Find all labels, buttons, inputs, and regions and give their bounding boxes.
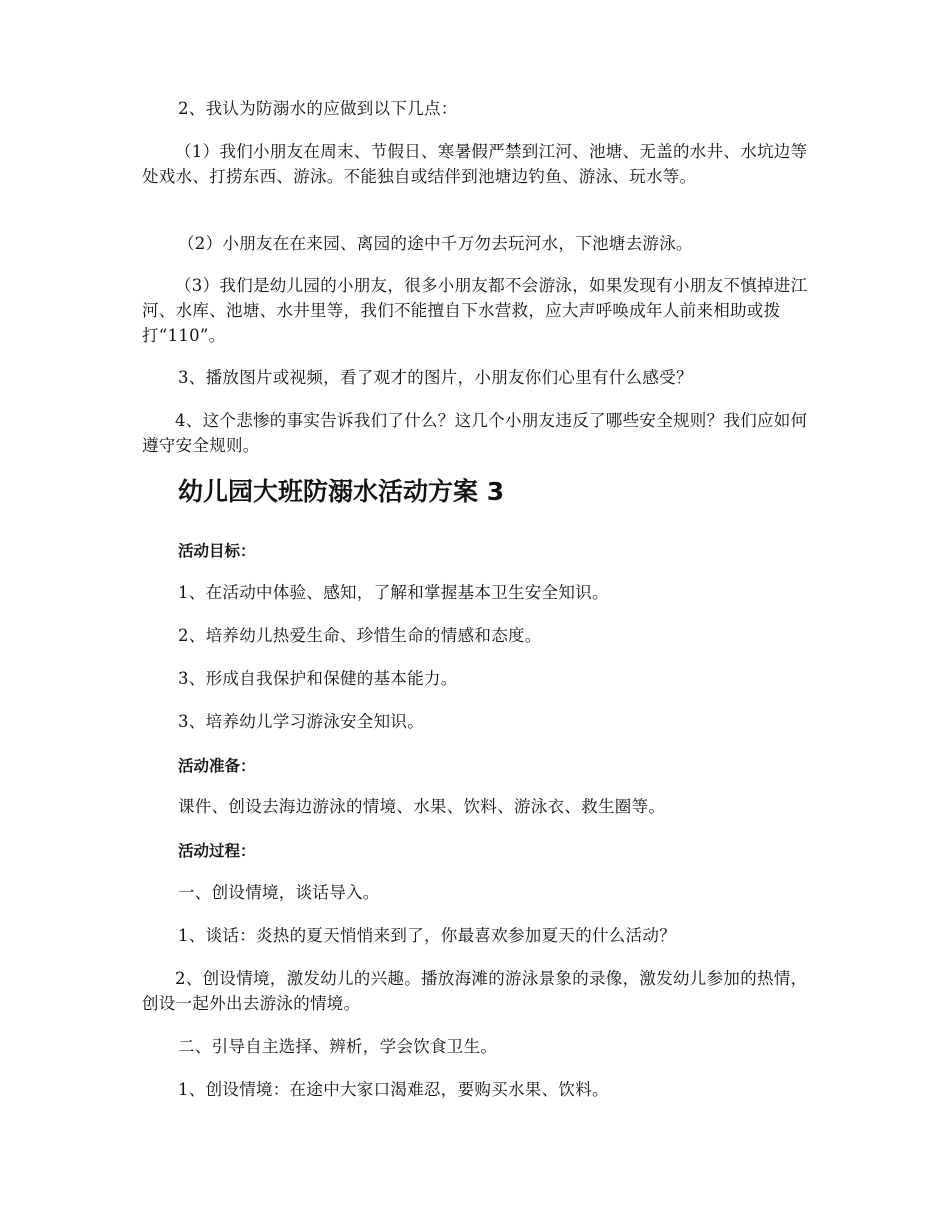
point-1-paragraph: （1）我们小朋友在周末、节假日、寒暑假严禁到江河、池塘、无盖的水井、水坑边等处戏水、打捞东西、游泳。不能独自或结伴到池塘边钓鱼、游泳、玩水等。	[142, 142, 808, 186]
preparation-text: 课件、创设去海边游泳的情境、水果、饮料、游泳衣、救生圈等。	[178, 797, 666, 816]
step2-item1: 1、创设情境：在途中大家口渴难忍，要购买水果、饮料。	[178, 1080, 609, 1099]
step1-heading: 一、创设情境，谈话导入。	[178, 883, 380, 902]
step1-item1: 1、谈话：炎热的夏天悄悄来到了，你最喜欢参加夏天的什么活动？	[178, 926, 676, 945]
item2-heading: 2、我认为防溺水的应做到以下几点：	[178, 99, 458, 118]
goal-item: 2、培养幼儿热爱生命、珍惜生命的情感和态度。	[178, 626, 542, 645]
point-3-paragraph: （3）我们是幼儿园的小朋友，很多小朋友都不会游泳，如果发现有小朋友不慎掉进江河、水库、池塘、水井里等，我们不能擅自下水营救，应大声呼唤成年人前来相助或拨打“110”。	[142, 276, 808, 345]
item4-paragraph: 4、这个悲惨的事实告诉我们了什么？这几个小朋友违反了哪些安全规则？我们应如何遵守安全规则。	[142, 411, 808, 455]
goals-label: 活动目标：	[178, 542, 256, 560]
goal-item: 3、形成自我保护和保健的基本能力。	[178, 669, 458, 688]
item3-paragraph: 3、播放图片或视频，看了观才的图片，小朋友你们心里有什么感受？	[178, 368, 693, 387]
point-2-paragraph: （2）小朋友在在来园、离园的途中千万勿去玩河水，下池塘去游泳。	[178, 234, 693, 253]
goal-item: 1、在活动中体验、感知，了解和掌握基本卫生安全知识。	[178, 583, 609, 602]
step2-heading: 二、引导自主选择、辨析，学会饮食卫生。	[178, 1037, 498, 1056]
step1-item2: 2、创设情境，激发幼儿的兴趣。播放海滩的游泳景象的录像，激发幼儿参加的热情，创设一起外出去游泳的情境。	[142, 969, 808, 1013]
preparation-label: 活动准备：	[178, 757, 256, 775]
process-label: 活动过程：	[178, 842, 256, 860]
goal-item: 3、培养幼儿学习游泳安全知识。	[178, 712, 424, 731]
section-title: 幼儿园大班防溺水活动方案 3	[178, 477, 505, 506]
